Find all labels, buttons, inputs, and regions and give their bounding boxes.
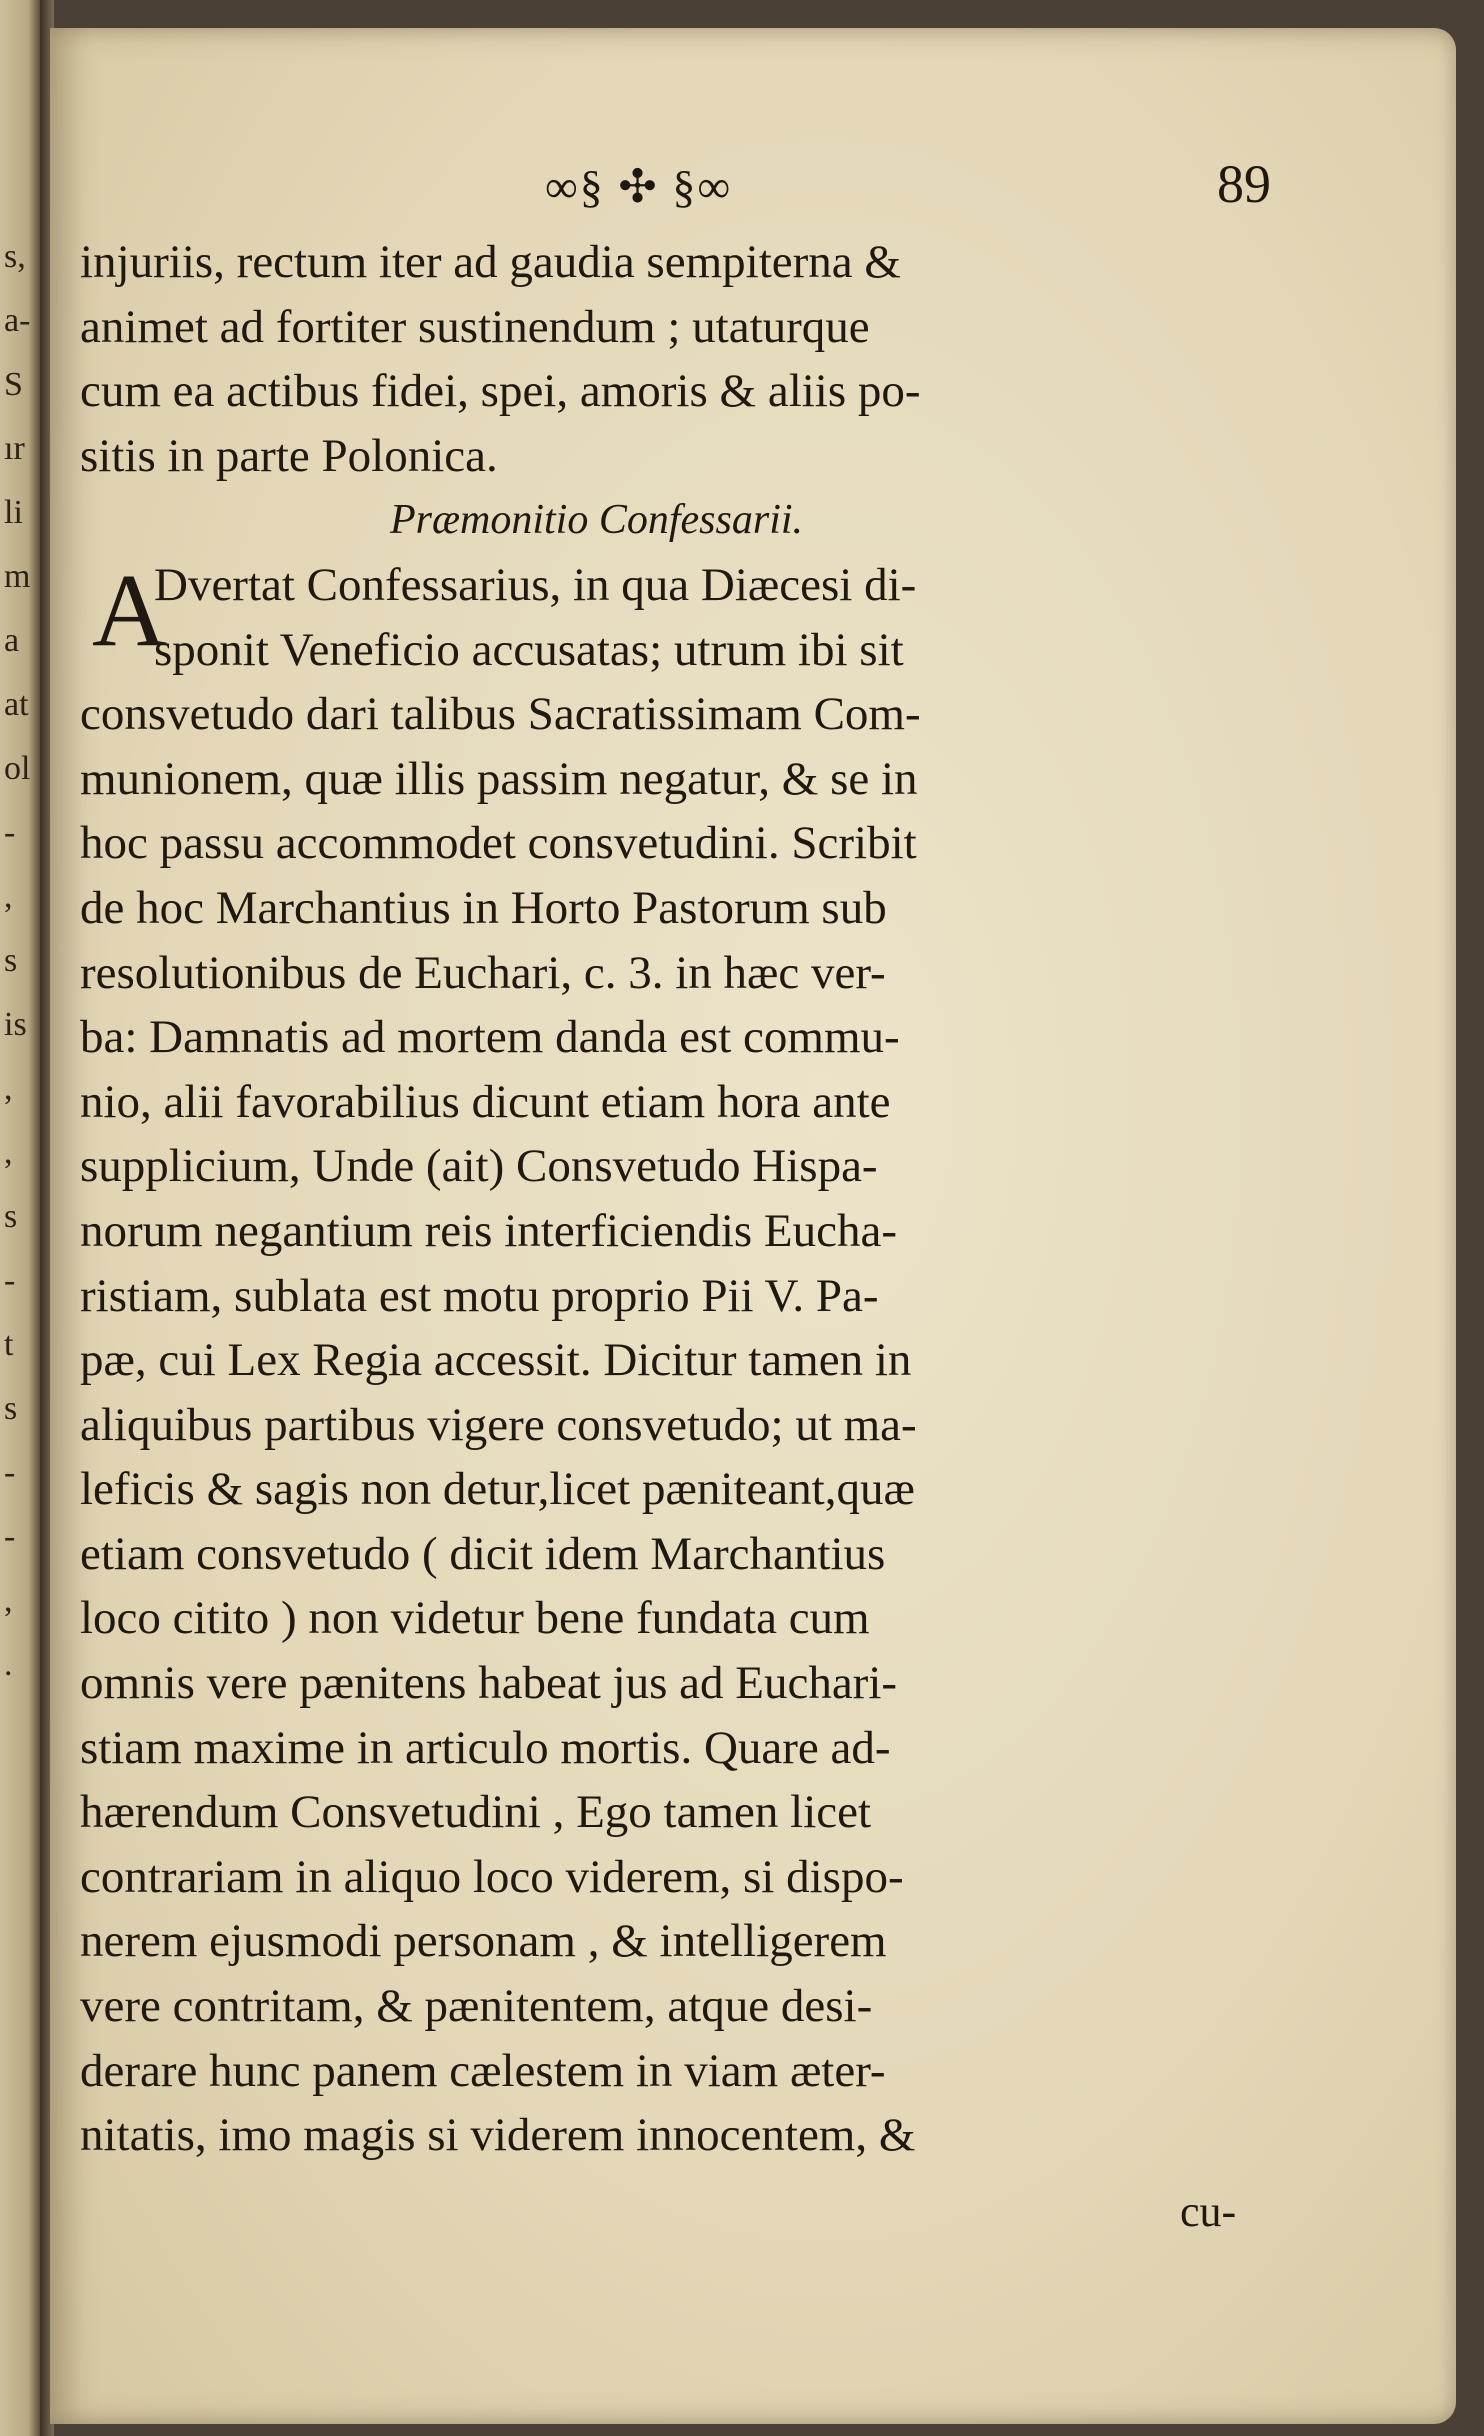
book-page bbox=[50, 28, 1456, 2424]
adjacent-page-fragment: , bbox=[4, 1134, 13, 1171]
adjacent-page-fragment: s bbox=[4, 1198, 18, 1235]
adjacent-page-fragment: s bbox=[4, 942, 18, 979]
page-number: 89 bbox=[1217, 154, 1271, 214]
text-line: vere contritam, & pænitentem, atque desi- bbox=[80, 1980, 873, 2033]
text-line: animet ad fortiter sustinendum ; utaturque bbox=[80, 300, 870, 353]
adjacent-page-fragment: - bbox=[4, 1518, 16, 1555]
adjacent-page-fragment: - bbox=[4, 814, 16, 851]
adjacent-page-fragment: m bbox=[4, 558, 31, 595]
text-line: stiam maxime in articulo mortis. Quare ad- bbox=[80, 1721, 891, 1774]
text-line: cum ea actibus fidei, spei, amoris & aliis po- bbox=[80, 365, 921, 418]
adjacent-page-fragment: s bbox=[4, 1390, 18, 1427]
text-line: loco citito ) non videtur bene fundata cum bbox=[80, 1592, 870, 1645]
text-line: etiam consvetudo ( dicit idem Marchantius bbox=[80, 1527, 886, 1580]
text-line: norum negantium reis interficiendis Eucha- bbox=[80, 1204, 898, 1257]
section-heading: Præmonitio Confessarii. bbox=[390, 497, 804, 544]
drop-cap: A bbox=[92, 552, 168, 668]
adjacent-page-fragment: - bbox=[4, 1454, 16, 1491]
paragraph bbox=[80, 682, 1340, 2168]
text-line: de hoc Marchantius in Horto Pastorum sub bbox=[80, 881, 887, 934]
text-line: consvetudo dari talibus Sacratissimam Com- bbox=[80, 688, 921, 741]
text-line: contrariam in aliquo loco viderem, si dispo- bbox=[80, 1850, 904, 1903]
text-line: sponit Veneficio accusatas; utrum ibi sit bbox=[154, 623, 904, 676]
text-line-content: Dvertat Confessarius, in qua Diæcesi di- bbox=[154, 558, 917, 611]
text-line: resolutionibus de Euchari, c. 3. in hæc ver- bbox=[80, 946, 886, 999]
text-line: pæ, cui Lex Regia accessit. Dicitur tamen in bbox=[80, 1334, 912, 1387]
text-line: leficis & sagis non detur,licet pæniteant,quæ bbox=[80, 1463, 915, 1516]
adjacent-page-fragment: . bbox=[4, 1646, 13, 1683]
page-header bbox=[50, 153, 1456, 223]
catchword: cu- bbox=[1180, 2187, 1237, 2236]
adjacent-page-fragment: a- bbox=[4, 302, 31, 339]
text-line: munionem, quæ illis passim negatur, & se in bbox=[80, 752, 918, 805]
text-line: injuriis, rectum iter ad gaudia sempiterna & bbox=[80, 236, 901, 288]
text-line: ba: Damnatis ad mortem danda est commu- bbox=[80, 1011, 900, 1064]
adjacent-page-fragment: s, bbox=[4, 238, 26, 275]
adjacent-page-fragment: , bbox=[4, 1582, 13, 1619]
text-line: supplicium, Unde (ait) Consvetudo Hispa- bbox=[80, 1140, 878, 1193]
body-text bbox=[80, 230, 1340, 2168]
adjacent-page-fragment: - bbox=[4, 1262, 16, 1299]
adjacent-page-fragment: a bbox=[4, 622, 20, 659]
adjacent-page-fragment: li bbox=[4, 494, 23, 531]
text-line: nitatis, imo magis si viderem innocentem, & bbox=[80, 2109, 916, 2162]
adjacent-page-fragment: , bbox=[4, 878, 13, 915]
text-line: nerem ejusmodi personam , & intelligerem bbox=[80, 1915, 887, 1968]
adjacent-page-fragment: ol bbox=[4, 750, 31, 787]
text-line: derare hunc panem cælestem in viam æter- bbox=[80, 2044, 886, 2097]
text-line: omnis vere pænitens habeat jus ad Euchari- bbox=[80, 1657, 898, 1710]
text-line: sitis in parte Polonica. bbox=[80, 429, 498, 482]
adjacent-page-fragment: t bbox=[4, 1326, 14, 1363]
adjacent-page-fragment: , bbox=[4, 1070, 13, 1107]
adjacent-page-fragment: S bbox=[4, 366, 23, 403]
header-ornament: ∞§ ✣ §∞ bbox=[545, 161, 733, 212]
text-line: ristiam, sublata est motu proprio Pii V. Pa- bbox=[80, 1269, 879, 1322]
text-line: hærendum Consvetudini , Ego tamen licet bbox=[80, 1786, 872, 1839]
adjacent-page-fragment: is bbox=[4, 1006, 27, 1043]
adjacent-page-edge bbox=[0, 0, 40, 2436]
adjacent-page-fragment: ır bbox=[4, 430, 25, 467]
text-line: hoc passu accommodet consvetudini. Scribit bbox=[80, 817, 917, 870]
text-line: aliquibus partibus vigere consvetudo; ut ma- bbox=[80, 1398, 917, 1451]
text-line: nio, alii favorabilius dicunt etiam hora ante bbox=[80, 1075, 891, 1128]
adjacent-page-fragment: at bbox=[4, 686, 29, 723]
